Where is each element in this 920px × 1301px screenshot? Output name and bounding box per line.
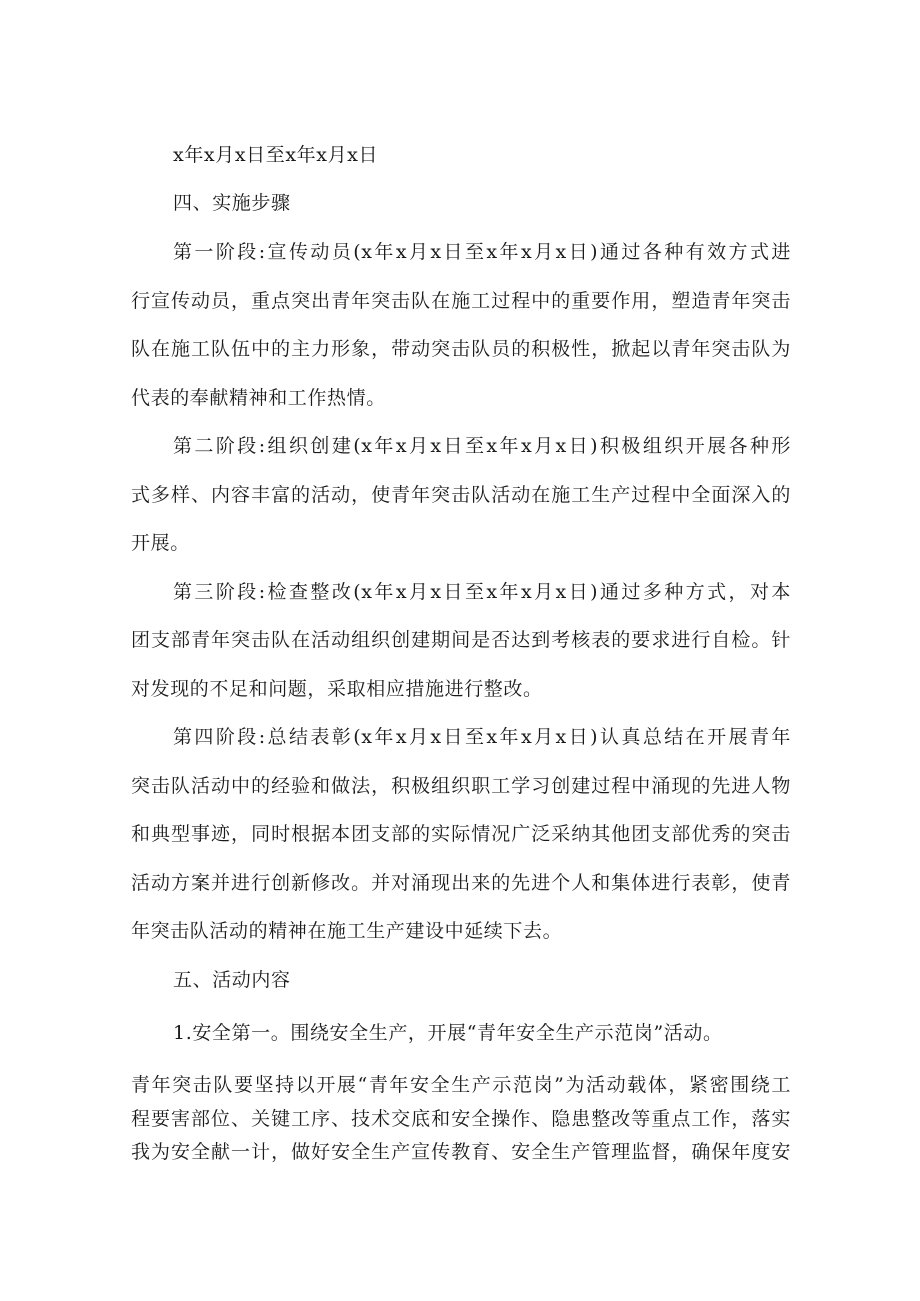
stage-three-line-1: 第三阶段:检查整改(x年x月x日至x年x月x日)通过多种方式，对本	[173, 581, 791, 603]
stage-one-line-2: 行宣传动员，重点突出青年突击队在施工过程中的重要作用，塑造青年突击	[131, 290, 791, 312]
item-one-body-line-1: 青年突击队要坚持以开展“青年安全生产示范岗”为活动载体，紧密围绕工	[131, 1074, 791, 1096]
stage-four-line-3: 和典型事迹，同时根据本团支部的实际情况广泛采纳其他团支部优秀的突击	[131, 823, 791, 845]
stage-four-line-2: 突击队活动中的经验和做法，积极组织职工学习创建过程中涌现的先进人物	[131, 775, 791, 797]
stage-three-line-3: 对发现的不足和问题，采取相应措施进行整改。	[131, 678, 543, 700]
stage-one-line-1: 第一阶段:宣传动员(x年x月x日至x年x月x日)通过各种有效方式进	[173, 241, 791, 263]
date-range-line: x年x月x日至x年x月x日	[173, 144, 379, 166]
stage-two-line-2: 式多样、内容丰富的活动，使青年突击队活动在施工生产过程中全面深入的	[131, 484, 791, 506]
stage-one-line-4: 代表的奉献精神和工作热情。	[131, 387, 386, 409]
stage-three-line-2: 团支部青年突击队在活动组织创建期间是否达到考核表的要求进行自检。针	[131, 629, 791, 651]
section-four-heading: 四、实施步骤	[173, 192, 291, 214]
stage-two-line-1: 第二阶段:组织创建(x年x月x日至x年x月x日)积极组织开展各种形	[173, 435, 791, 457]
section-five-heading: 五、活动内容	[173, 969, 291, 991]
stage-four-line-1: 第四阶段:总结表彰(x年x月x日至x年x月x日)认真总结在开展青年	[173, 726, 791, 748]
stage-four-line-4: 活动方案并进行创新修改。并对涌现出来的先进个人和集体进行表彰，使青	[131, 872, 791, 894]
stage-one-line-3: 队在施工队伍中的主力形象，带动突击队员的积极性，掀起以青年突击队为	[131, 338, 791, 360]
item-one-body-line-3: 我为安全献一计，做好安全生产宣传教育、安全生产管理监督，确保年度安	[131, 1141, 791, 1163]
stage-two-line-3: 开展。	[131, 532, 190, 554]
item-one-body-line-2: 程要害部位、关键工序、技术交底和安全操作、隐患整改等重点工作，落实	[131, 1108, 791, 1130]
item-one-title: 1.安全第一。围绕安全生产，开展“青年安全生产示范岗”活动。	[173, 1022, 723, 1044]
stage-four-line-5: 年突击队活动的精神在施工生产建设中延续下去。	[131, 920, 563, 942]
